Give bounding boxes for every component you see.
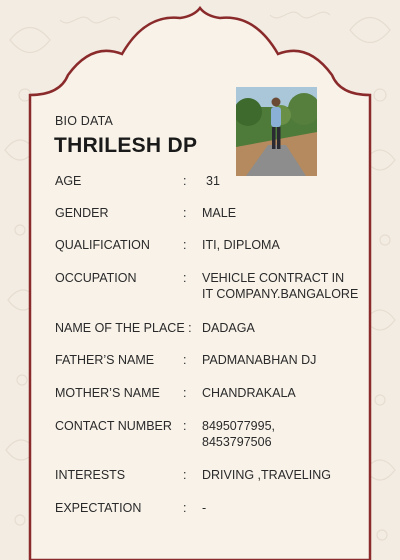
field-value: DRIVING ,TRAVELING — [202, 468, 331, 482]
field-value: 8495077995, — [202, 419, 275, 433]
field-label: INTERESTS — [55, 468, 126, 482]
field-colon: : — [183, 271, 187, 285]
field-label: QUALIFICATION — [55, 238, 150, 252]
field-value: DADAGA — [202, 321, 255, 335]
field-value: VEHICLE CONTRACT IN — [202, 271, 345, 285]
field-label: GENDER — [55, 206, 109, 220]
field-colon: : — [183, 206, 187, 220]
field-value: - — [202, 501, 207, 515]
field-colon: : — [183, 386, 187, 400]
field-label: CONTACT NUMBER — [55, 419, 172, 433]
field-colon: : — [183, 419, 187, 433]
field-value: 31 — [206, 174, 220, 188]
field-value: ITI, DIPLOMA — [202, 238, 280, 252]
field-value-line2: IT COMPANY.BANGALORE — [202, 287, 359, 301]
field-colon: : — [183, 468, 187, 482]
field-colon: : — [183, 501, 187, 515]
profile-photo — [236, 87, 317, 176]
person-name: THRILESH DP — [54, 134, 198, 157]
field-value: CHANDRAKALA — [202, 386, 296, 400]
field-colon: : — [183, 238, 187, 252]
field-colon: : — [183, 353, 187, 367]
field-label: NAME OF THE PLACE : — [55, 321, 192, 335]
field-label: AGE — [55, 174, 82, 188]
field-value: MALE — [202, 206, 237, 220]
field-label: EXPECTATION — [55, 501, 142, 515]
field-value: PADMANABHAN DJ — [202, 353, 317, 367]
field-label: MOTHER’S NAME — [55, 386, 160, 400]
field-colon: : — [183, 174, 187, 188]
field-label: OCCUPATION — [55, 271, 137, 285]
field-value-line2: 8453797506 — [202, 435, 272, 449]
field-label: FATHER’S NAME — [55, 353, 155, 367]
bio-data-label: BIO DATA — [55, 114, 114, 128]
